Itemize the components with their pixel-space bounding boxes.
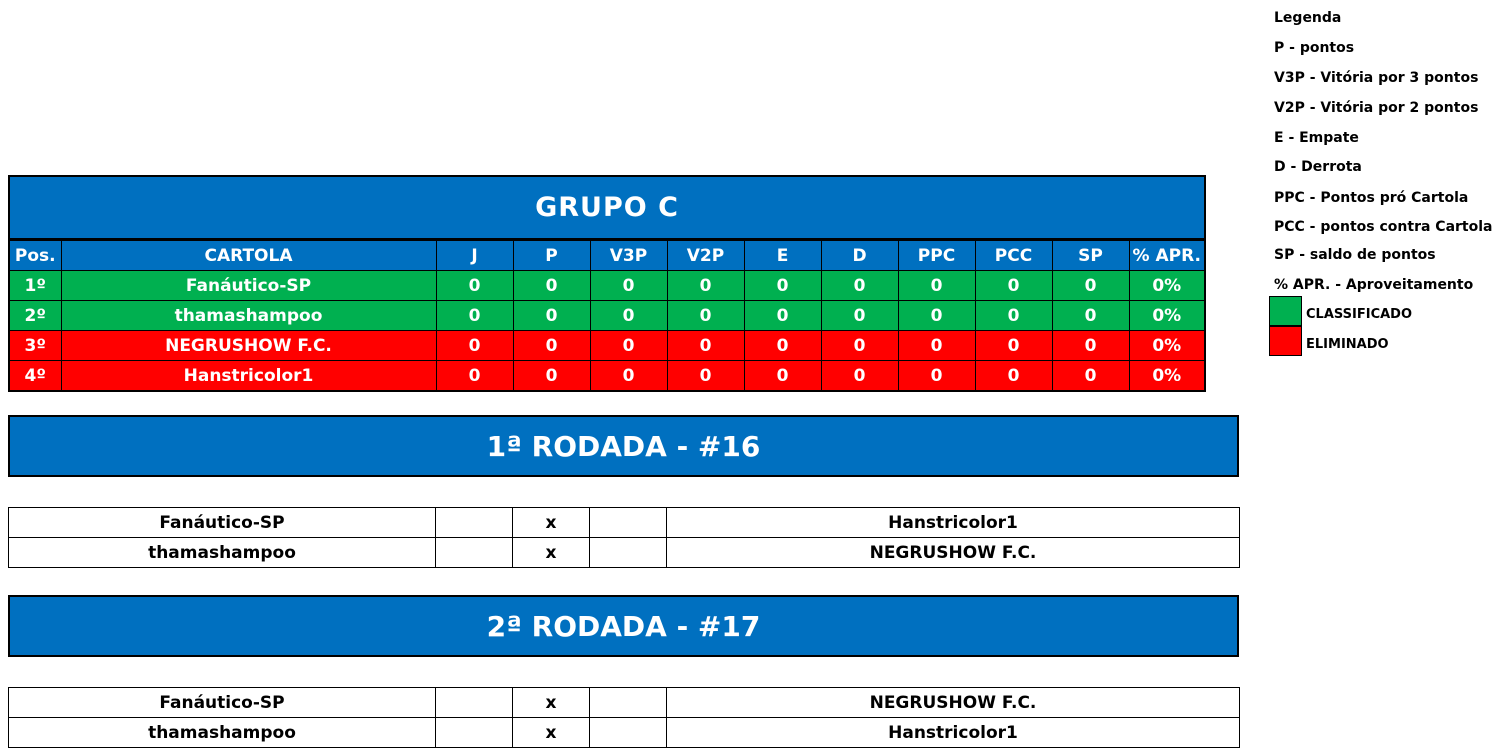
eliminated-swatch bbox=[1269, 326, 1302, 356]
col-header-ppc: PPC bbox=[898, 241, 975, 271]
row-ppc: 0 bbox=[898, 271, 975, 301]
legend-item: D - Derrota bbox=[1274, 159, 1362, 175]
group-standings bbox=[8, 175, 1206, 392]
row-sp: 0 bbox=[1052, 361, 1129, 392]
legend-item: PCC - pontos contra Cartola bbox=[1274, 219, 1493, 235]
row-v2p: 0 bbox=[667, 361, 744, 392]
row-pos: 2º bbox=[9, 301, 61, 331]
legend-item: V3P - Vitória por 3 pontos bbox=[1274, 70, 1479, 86]
legend-title: Legenda bbox=[1274, 10, 1342, 26]
row-d: 0 bbox=[821, 301, 898, 331]
col-header-cartola: CARTOLA bbox=[61, 241, 436, 271]
standings-row bbox=[9, 301, 1205, 331]
legend-item: PPC - Pontos pró Cartola bbox=[1274, 190, 1469, 206]
col-header-p: P bbox=[513, 241, 590, 271]
classified-swatch bbox=[1269, 296, 1302, 326]
col-header-v2p: V2P bbox=[667, 241, 744, 271]
row-v3p: 0 bbox=[590, 331, 667, 361]
match-home-team: Fanáutico-SP bbox=[9, 508, 436, 538]
legend-item: E - Empate bbox=[1274, 130, 1359, 146]
row-pos: 1º bbox=[9, 271, 61, 301]
row-pcc: 0 bbox=[975, 271, 1052, 301]
row-sp: 0 bbox=[1052, 301, 1129, 331]
row-v2p: 0 bbox=[667, 301, 744, 331]
match-away-score bbox=[590, 688, 667, 718]
row-team: NEGRUSHOW F.C. bbox=[61, 331, 436, 361]
row-j: 0 bbox=[436, 271, 513, 301]
row-ppc: 0 bbox=[898, 361, 975, 392]
row-team: Hanstricolor1 bbox=[61, 361, 436, 392]
round-2-title: 2ª RODADA - #17 bbox=[8, 595, 1239, 657]
legend-item: P - pontos bbox=[1274, 40, 1355, 56]
match-away-team: NEGRUSHOW F.C. bbox=[667, 538, 1240, 568]
row-p: 0 bbox=[513, 301, 590, 331]
row-pcc: 0 bbox=[975, 361, 1052, 392]
match-away-team: Hanstricolor1 bbox=[667, 718, 1240, 748]
row-apr: 0% bbox=[1129, 361, 1205, 392]
match-away-score bbox=[590, 718, 667, 748]
match-separator: x bbox=[513, 508, 590, 538]
row-v2p: 0 bbox=[667, 331, 744, 361]
row-j: 0 bbox=[436, 361, 513, 392]
standings-row bbox=[9, 361, 1205, 392]
match-away-score bbox=[590, 538, 667, 568]
match-away-team: Hanstricolor1 bbox=[667, 508, 1240, 538]
row-e: 0 bbox=[744, 361, 821, 392]
standings-row bbox=[9, 271, 1205, 301]
eliminated-label: ELIMINADO bbox=[1306, 337, 1389, 352]
match-home-score bbox=[436, 718, 513, 748]
match-home-score bbox=[436, 688, 513, 718]
row-d: 0 bbox=[821, 271, 898, 301]
row-d: 0 bbox=[821, 361, 898, 392]
row-sp: 0 bbox=[1052, 331, 1129, 361]
classified-label: CLASSIFICADO bbox=[1306, 307, 1413, 322]
col-header-pcc: PCC bbox=[975, 241, 1052, 271]
match-separator: x bbox=[513, 718, 590, 748]
legend-item: % APR. - Aproveitamento bbox=[1274, 277, 1474, 293]
row-p: 0 bbox=[513, 331, 590, 361]
row-v2p: 0 bbox=[667, 271, 744, 301]
match-home-score bbox=[436, 508, 513, 538]
row-ppc: 0 bbox=[898, 301, 975, 331]
row-team: thamashampoo bbox=[61, 301, 436, 331]
match-separator: x bbox=[513, 688, 590, 718]
row-team: Fanáutico-SP bbox=[61, 271, 436, 301]
round-1-matches bbox=[8, 507, 1240, 568]
row-e: 0 bbox=[744, 331, 821, 361]
match-home-team: thamashampoo bbox=[9, 538, 436, 568]
row-pos: 4º bbox=[9, 361, 61, 392]
col-header-pos: Pos. bbox=[9, 241, 61, 271]
legend-item: SP - saldo de pontos bbox=[1274, 247, 1436, 263]
row-apr: 0% bbox=[1129, 301, 1205, 331]
standings-row bbox=[9, 331, 1205, 361]
row-d: 0 bbox=[821, 331, 898, 361]
match-home-team: Fanáutico-SP bbox=[9, 688, 436, 718]
row-pos: 3º bbox=[9, 331, 61, 361]
row-p: 0 bbox=[513, 271, 590, 301]
match-row bbox=[9, 538, 1240, 568]
round-1-title: 1ª RODADA - #16 bbox=[8, 415, 1239, 477]
row-p: 0 bbox=[513, 361, 590, 392]
col-header-apr: % APR. bbox=[1129, 241, 1205, 271]
row-apr: 0% bbox=[1129, 331, 1205, 361]
row-apr: 0% bbox=[1129, 271, 1205, 301]
row-e: 0 bbox=[744, 301, 821, 331]
row-v3p: 0 bbox=[590, 361, 667, 392]
match-row bbox=[9, 718, 1240, 748]
legend-item: V2P - Vitória por 2 pontos bbox=[1274, 100, 1479, 116]
standings-table bbox=[8, 240, 1206, 392]
row-e: 0 bbox=[744, 271, 821, 301]
row-j: 0 bbox=[436, 331, 513, 361]
match-home-team: thamashampoo bbox=[9, 718, 436, 748]
match-row bbox=[9, 688, 1240, 718]
col-header-e: E bbox=[744, 241, 821, 271]
col-header-d: D bbox=[821, 241, 898, 271]
match-away-team: NEGRUSHOW F.C. bbox=[667, 688, 1240, 718]
round-2-matches bbox=[8, 687, 1240, 748]
col-header-v3p: V3P bbox=[590, 241, 667, 271]
row-v3p: 0 bbox=[590, 271, 667, 301]
row-ppc: 0 bbox=[898, 331, 975, 361]
group-title: GRUPO C bbox=[8, 175, 1206, 240]
match-home-score bbox=[436, 538, 513, 568]
row-pcc: 0 bbox=[975, 331, 1052, 361]
match-away-score bbox=[590, 508, 667, 538]
match-separator: x bbox=[513, 538, 590, 568]
col-header-sp: SP bbox=[1052, 241, 1129, 271]
standings-header-row bbox=[9, 241, 1205, 271]
row-sp: 0 bbox=[1052, 271, 1129, 301]
row-pcc: 0 bbox=[975, 301, 1052, 331]
match-row bbox=[9, 508, 1240, 538]
row-j: 0 bbox=[436, 301, 513, 331]
col-header-j: J bbox=[436, 241, 513, 271]
row-v3p: 0 bbox=[590, 301, 667, 331]
